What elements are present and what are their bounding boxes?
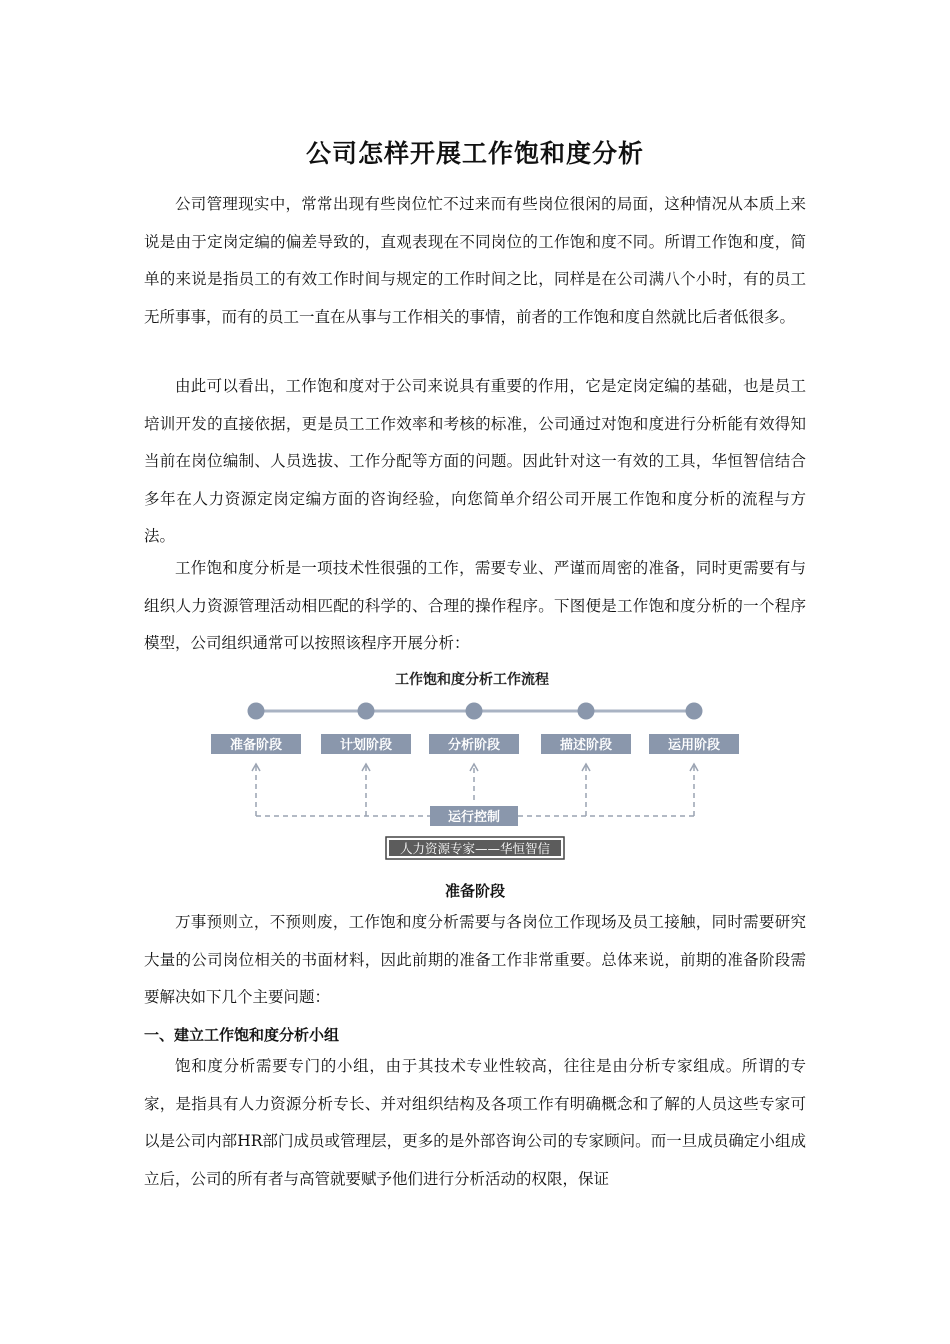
- paragraph-team: 饱和度分析需要专门的小组，由于其技术专业性较高，往往是由分析专家组成。所谓的专家，是指具有人力资源分析专长、并对组织结构及各项工作有明确概念和了解的人员这些专家可以是公司内部HR部门成员或管理层，更多的是外部咨询公司的专家顾问。而一旦成员确定小组成立后，公司的所有者与高管就要赋予他们进行分析活动的权限，保证: [144, 1057, 806, 1188]
- stage-node-5: [686, 703, 703, 720]
- paragraph-intro: 公司管理现实中，常常出现有些岗位忙不过来而有些岗位很闲的局面，这种情况从本质上来说是由于定岗定编的偏差导致的，直观表现在不同岗位的工作饱和度不同。所谓工作饱和度，简单的来说是指员工的有效工作时间与规定的工作时间之比，同样是在公司满八个小时，有的员工无所事事，而有的员工一直在从事与工作相关的事情，前者的工作饱和度自然就比后者低很多。: [144, 195, 806, 326]
- diagram-title: 工作饱和度分析工作流程: [395, 672, 549, 688]
- stage-node-4: [578, 703, 595, 720]
- workflow-diagram-svg: [200, 665, 750, 865]
- stage-label-1: 准备阶段: [229, 738, 283, 753]
- stage-label-2: 计划阶段: [339, 738, 393, 753]
- page-title: 公司怎样开展工作饱和度分析: [305, 139, 644, 168]
- stage-node-2: [358, 703, 375, 720]
- stage-label-3: 分析阶段: [447, 738, 501, 753]
- paragraph-procedure: 工作饱和度分析是一项技术性很强的工作，需要专业、严谨而周密的准备，同时更需要有与组织人力资源管理活动相匹配的科学的、合理的操作程序。下图便是工作饱和度分析的一个程序模型，公司组织通常可以按照该程序开展分析：: [144, 559, 806, 652]
- stage-node-3: [466, 703, 483, 720]
- section-heading-1: 一、建立工作饱和度分析小组: [144, 1026, 340, 1044]
- stage-label-4: 描述阶段: [559, 738, 613, 753]
- stage-label-5: 运用阶段: [667, 738, 721, 753]
- stage-heading: 准备阶段: [444, 882, 505, 900]
- workflow-diagram: [200, 665, 750, 865]
- paragraph-importance: 由此可以看出，工作饱和度对于公司来说具有重要的作用，它是定岗定编的基础，也是员工培训开发的直接依据，更是员工工作效率和考核的标准，公司通过对饱和度进行分析能有效得知当前在岗位编制、人员选拔、工作分配等方面的问题。因此针对这一有效的工具，华恒智信结合多年在人力资源定岗定编方面的咨询经验，向您简单介绍公司开展工作饱和度分析的流程与方法。: [144, 377, 806, 545]
- paragraph-preparation: 万事预则立，不预则废，工作饱和度分析需要与各岗位工作现场及员工接触，同时需要研究大量的公司岗位相关的书面材料，因此前期的准备工作非常重要。总体来说，前期的准备阶段需要解决如下几个主要问题：: [144, 913, 806, 1006]
- stage-node-1: [248, 703, 265, 720]
- control-label: 运行控制: [447, 810, 501, 825]
- watermark-text: 人力资源专家——华恒智信: [399, 841, 551, 856]
